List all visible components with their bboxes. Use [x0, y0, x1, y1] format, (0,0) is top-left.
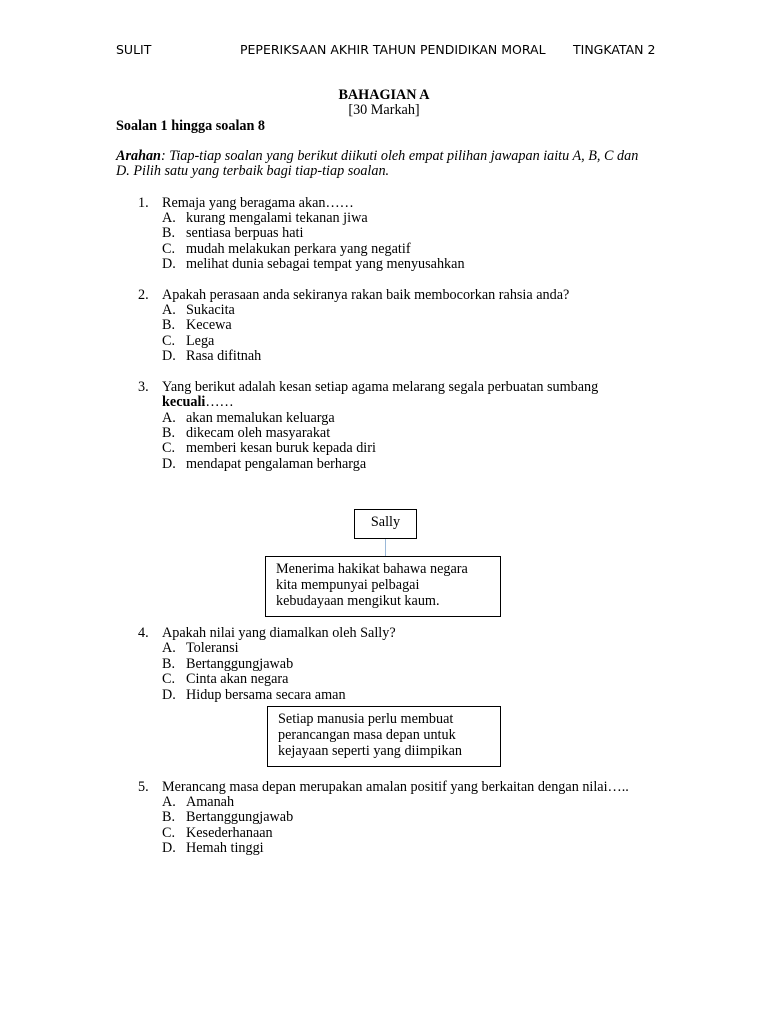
sally-statement-box [265, 556, 501, 617]
statement-line: Setiap manusia perlu membuat [278, 711, 454, 727]
question-number: 2. [138, 287, 149, 303]
option-letter: D. [162, 456, 176, 472]
option-letter: B. [162, 425, 176, 441]
option-text: memberi kesan buruk kepada diri [186, 440, 376, 456]
question-text: Apakah nilai yang diamalkan oleh Sally? [162, 625, 396, 641]
instruction-line-1: Arahan: Tiap-tiap soalan yang berikut diikuti oleh empat pilihan jawapan iaitu A, B, C dan [116, 148, 639, 164]
question-keyword: kecuali [162, 394, 206, 410]
question-text: Apakah perasaan anda sekiranya rakan baik membocorkan rahsia anda? [162, 287, 570, 303]
option-letter: D. [162, 840, 176, 856]
option-letter: B. [162, 317, 176, 333]
option-letter: C. [162, 440, 176, 456]
option-letter: A. [162, 210, 176, 226]
question-text: Yang berikut adalah kesan setiap agama melarang segala perbuatan sumbang [162, 379, 599, 395]
question-text: Merancang masa depan merupakan amalan positif yang berkaitan dengan nilai….. [162, 779, 629, 795]
option-letter: A. [162, 640, 176, 656]
option-text: melihat dunia sebagai tempat yang menyusahkan [186, 256, 465, 272]
planning-statement-box [267, 706, 501, 767]
question-number: 4. [138, 625, 149, 641]
sally-name-box [354, 509, 417, 539]
option-text: Bertanggungjawab [186, 809, 294, 825]
option-text: Bertanggungjawab [186, 656, 294, 672]
section-title: BAHAGIAN A [338, 87, 430, 103]
option-text: Kecewa [186, 317, 232, 333]
statement-line: Menerima hakikat bahawa negara [276, 561, 468, 577]
option-letter: A. [162, 794, 176, 810]
option-text: Amanah [186, 794, 235, 810]
statement-line: kita mempunyai pelbagai [276, 577, 420, 593]
option-letter: B. [162, 225, 176, 241]
statement-line: kejayaan seperti yang diimpikan [278, 743, 462, 759]
option-text: Toleransi [186, 640, 239, 656]
option-text: mudah melakukan perkara yang negatif [186, 241, 411, 257]
statement-line: perancangan masa depan untuk [278, 727, 456, 743]
question-text-continued: kecuali…… [162, 394, 234, 410]
option-letter: D. [162, 348, 176, 364]
question-text: Remaja yang beragama akan…… [162, 195, 354, 211]
option-text: sentiasa berpuas hati [186, 225, 304, 241]
sally-name: Sally [370, 514, 401, 530]
option-text: mendapat pengalaman berharga [186, 456, 367, 472]
question-number: 5. [138, 779, 149, 795]
option-text: Kesederhanaan [186, 825, 273, 841]
instruction-line-2: D. Pilih satu yang terbaik bagi tiap-tiap soalan. [116, 163, 390, 179]
option-letter: D. [162, 256, 176, 272]
connector-line [385, 539, 386, 556]
option-text: Lega [186, 333, 215, 349]
question-number: 1. [138, 195, 149, 211]
option-text: kurang mengalami tekanan jiwa [186, 210, 368, 226]
header-right: TINGKATAN 2 [573, 42, 656, 57]
option-text: Sukacita [186, 302, 235, 318]
header-left: SULIT [116, 42, 152, 57]
option-text: Rasa difitnah [186, 348, 262, 364]
option-letter: C. [162, 671, 176, 687]
option-text: Hemah tinggi [186, 840, 264, 856]
option-letter: A. [162, 302, 176, 318]
header-center: PEPERIKSAAN AKHIR TAHUN PENDIDIKAN MORAL [240, 42, 546, 57]
option-letter: C. [162, 241, 176, 257]
section-marks: [30 Markah] [348, 102, 420, 118]
option-text: dikecam oleh masyarakat [186, 425, 331, 441]
option-letter: B. [162, 809, 176, 825]
option-letter: B. [162, 656, 176, 672]
option-text: akan memalukan keluarga [186, 410, 335, 426]
question-number: 3. [138, 379, 149, 395]
instruction-label: Arahan [116, 148, 161, 164]
section-range: Soalan 1 hingga soalan 8 [116, 118, 266, 134]
option-text: Hidup bersama secara aman [186, 687, 346, 703]
option-letter: C. [162, 825, 176, 841]
option-letter: C. [162, 333, 176, 349]
statement-line: kebudayaan mengikut kaum. [276, 593, 440, 609]
option-letter: D. [162, 687, 176, 703]
option-letter: A. [162, 410, 176, 426]
option-text: Cinta akan negara [186, 671, 289, 687]
